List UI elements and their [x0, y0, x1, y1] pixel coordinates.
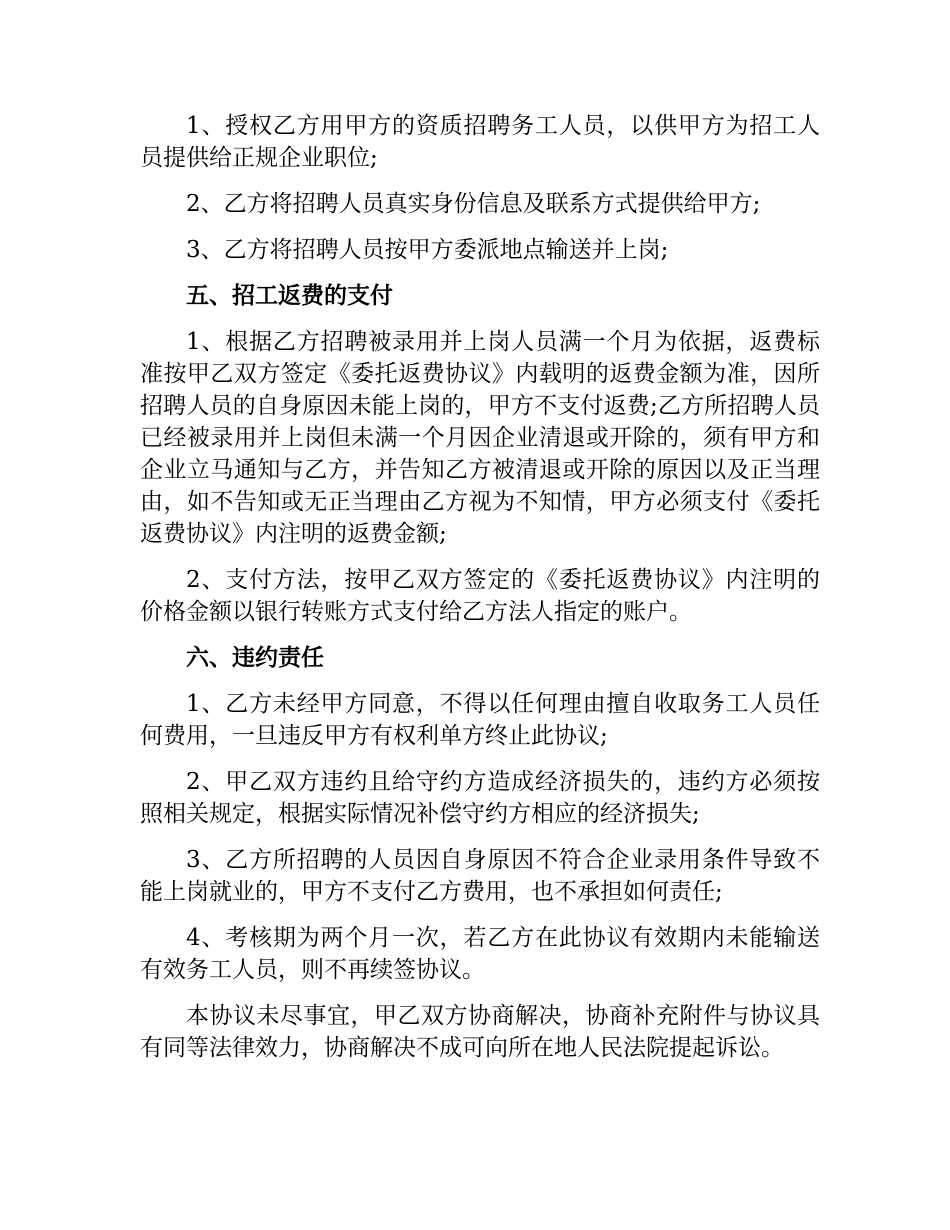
section6-item-2: 2、甲乙双方违约且给守约方造成经济损失的，违约方必须按照相关规定，根据实际情况补偿守约方相应的经济损失;: [140, 769, 820, 827]
section4-item-1: 1、授权乙方用甲方的资质招聘务工人员，以供甲方为招工人员提供给正规企业职位;: [140, 113, 820, 171]
section5-item-2: 2、支付方法，按甲乙双方签定的《委托返费协议》内注明的价格金额以银行转账方式支付给乙方法人指定的账户。: [140, 567, 820, 625]
section6-item-1: 1、乙方未经甲方同意，不得以任何理由擅自收取务工人员任何费用，一旦违反甲方有权利单方终止此协议;: [140, 691, 820, 749]
section6-item-4: 4、考核期为两个月一次，若乙方在此协议有效期内未能输送有效务工人员，则不再续签协议。: [140, 925, 820, 983]
section6-item-3: 3、乙方所招聘的人员因自身原因不符合企业录用条件导致不能上岗就业的，甲方不支付乙方费用，也不承担如何责任;: [140, 847, 820, 905]
section4-item-2: 2、乙方将招聘人员真实身份信息及联系方式提供给甲方;: [186, 191, 761, 217]
document-page: [140, 110, 820, 1078]
section6-heading: 六、违约责任: [186, 645, 324, 671]
section4-item-3: 3、乙方将招聘人员按甲方委派地点输送并上岗;: [186, 237, 669, 263]
section5-item-1: 1、根据乙方招聘被录用并上岗人员满一个月为依据，返费标准按甲乙双方签定《委托返费协议》内载明的返费金额为准，因所招聘人员的自身原因未能上岗的，甲方不支付返费;乙方所招聘人员已经被录用并上岗但未满一个月因企业清退或开除的，须有甲方和企业立马通知与乙方，并告知乙方被清退或开除的原因以及正当理由，如不告知或无正当理由乙方视为不知情，甲方必须支付《委托返费协议》内注明的返费金额;: [140, 329, 820, 547]
closing-paragraph: 本协议未尽事宜，甲乙双方协商解决，协商补充附件与协议具有同等法律效力，协商解决不成可向所在地人民法院提起诉讼。: [140, 1003, 820, 1061]
section5-heading: 五、招工返费的支付: [186, 283, 393, 309]
